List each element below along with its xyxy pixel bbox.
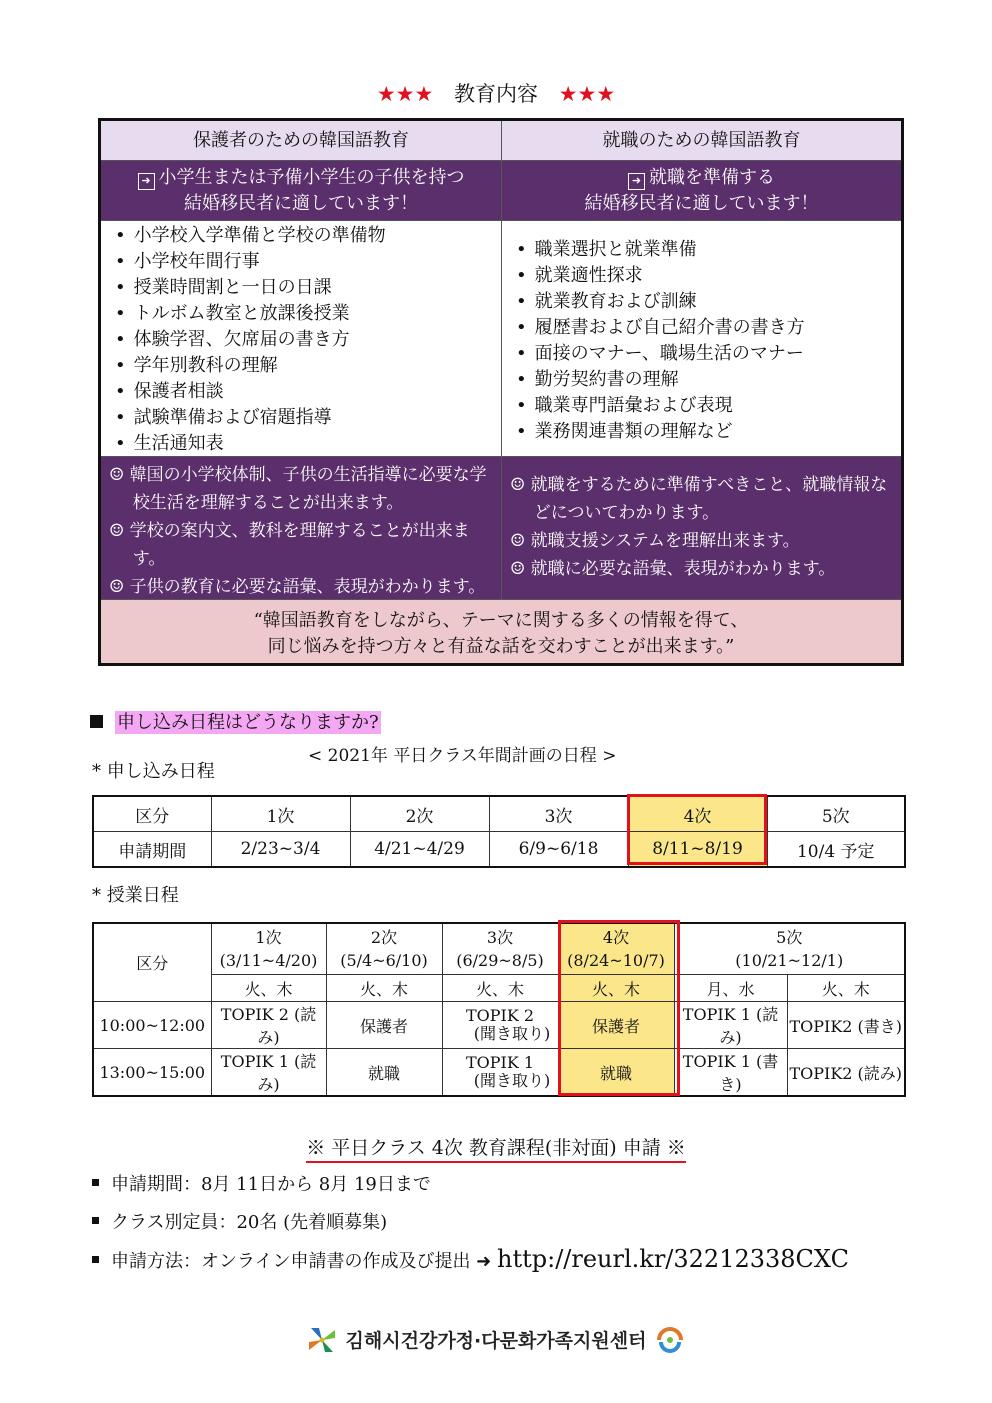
col2-target [501, 161, 901, 221]
stars-left: ★★★ [376, 82, 434, 106]
highlight-frame-apply [627, 794, 767, 865]
day-cell: 火、木 [442, 975, 558, 1002]
term-cell [674, 923, 905, 975]
plan-caption: < 2021年 平日クラス年間計画の日程 > [308, 746, 617, 766]
table-cell-highlight: 4次 [628, 796, 767, 832]
col2-header: 就職のための韓国語教育 [501, 121, 901, 161]
table-cell-highlight: 8/11~8/19 [628, 832, 767, 868]
term-period: (10/21~12/1) [735, 951, 844, 970]
apply-schedule-label: * 申し込み日程 [92, 761, 215, 782]
table-row [93, 1049, 905, 1097]
bullet-icon [92, 1217, 99, 1224]
family-logo-icon [653, 1326, 687, 1354]
table-cell: TOPIK2 (読み) [787, 1049, 905, 1097]
table-row [93, 1002, 905, 1049]
list-item: • 小学校入学準備と学校の準備物 [115, 223, 495, 249]
list-item: • 職業選択と就業準備 [516, 237, 895, 263]
list-item: • 生活通知表 [115, 431, 495, 457]
list-item: • 就業適性探求 [516, 263, 895, 289]
table-cell-highlight: 保護者 [558, 1002, 674, 1049]
list-item: • 試験準備および宿題指導 [115, 405, 495, 431]
col1-header: 保護者のための韓国語教育 [101, 121, 501, 161]
square-bullet-icon [90, 715, 103, 728]
col1-target-line1: 小学生または予備小学生の子供を持つ [158, 167, 465, 188]
quote-box [101, 600, 901, 663]
table-cell: 2次 [350, 796, 489, 832]
benefit-item: ☺ 就職支援システムを理解出来ます。 [510, 531, 800, 551]
col2-topics [501, 221, 901, 457]
page-title [0, 78, 992, 108]
list-item: • トルボム教室と放課後授業 [115, 301, 495, 327]
section-heading-text: 申し込み日程はどうなりますか? [117, 712, 379, 733]
table-cell: 1次 [211, 796, 350, 832]
day-cell: 火、木 [787, 975, 905, 1002]
table-cell: 区分 [93, 796, 211, 832]
col2-target-line2: 結婚移民者に適しています！ [584, 193, 819, 214]
quote-line1: “韓国語教育をしながら、テーマに関する多くの情報を得て、 [253, 610, 749, 631]
table-row [93, 832, 905, 868]
table-cell: 就職 [326, 1049, 442, 1097]
list-item: • 勤労契約書の理解 [516, 367, 895, 393]
info-method-text: 申請方法：オンライン申請書の作成及び提出 ➜ [111, 1251, 492, 1272]
table-cell: 保護者 [326, 1002, 442, 1049]
title-text: 教育内容 [454, 82, 538, 106]
table-cell: TOPIK 1 (書き) [674, 1049, 787, 1097]
list-item: • 面接のマナー、職場生活のマナー [516, 341, 895, 367]
course-sub: (聞き取り) [473, 1071, 551, 1090]
footer-organization [0, 1326, 992, 1354]
term-name: 3次 [486, 928, 514, 947]
term-name: 5次 [776, 928, 803, 947]
term-period: (8/24~10/7) [567, 951, 665, 970]
education-content-table [98, 118, 904, 666]
list-item: • 履歴書および自己紹介書の書き方 [516, 315, 895, 341]
table-cell [442, 1049, 558, 1097]
list-item: • 職業専門語彙および表現 [516, 393, 895, 419]
table-cell: 10/4 予定 [767, 832, 905, 868]
col2-target-line1: 就職を準備する [649, 167, 775, 188]
info-capacity [92, 1208, 387, 1234]
benefit-item: ☺ 韓国の小学校体制、子供の生活指導に必要な学校生活を理解することが出来ます。 [109, 465, 487, 513]
term-name: 4次 [602, 928, 630, 947]
benefit-item: ☺ 学校の案内文、教科を理解することが出来ます。 [109, 521, 470, 569]
table-cell: 4/21~4/29 [350, 832, 489, 868]
list-item: • 小学校年間行事 [115, 249, 495, 275]
time-cell: 13:00~15:00 [93, 1049, 211, 1097]
day-cell: 火、木 [326, 975, 442, 1002]
table-row [93, 796, 905, 832]
notice-heading [0, 1133, 992, 1160]
table-cell: 5次 [767, 796, 905, 832]
arrow-box-icon: ➜ [138, 173, 155, 190]
list-item: • 就業教育および訓練 [516, 289, 895, 315]
time-cell: 10:00~12:00 [93, 1002, 211, 1049]
term-name: 2次 [370, 928, 398, 947]
col1-benefits [101, 457, 501, 600]
col2-benefits [501, 457, 901, 600]
term-name: 1次 [255, 928, 282, 947]
footer-text: 김해시건강가정·다문화가족지원센터 [345, 1330, 647, 1352]
table-cell: 区分 [93, 923, 211, 1002]
class-schedule-table [92, 922, 906, 1097]
notice-text: ※ 平日クラス 4次 教育課程(非対面) 申請 ※ [306, 1137, 686, 1163]
pinwheel-logo-icon [305, 1326, 339, 1354]
quote-line2: 同じ悩みを持つ方々と有益な話を交わすことが出来ます。” [267, 636, 735, 657]
info-capacity-text: クラス別定員：20名 (先着順募集) [111, 1212, 388, 1233]
table-cell: 2/23~3/4 [211, 832, 350, 868]
table-cell: TOPIK2 (書き) [787, 1002, 905, 1049]
stars-right: ★★★ [558, 82, 616, 106]
table-cell: TOPIK 1 (読み) [674, 1002, 787, 1049]
table-cell: TOPIK 2 (読み) [211, 1002, 326, 1049]
term-period: (5/4~6/10) [340, 951, 428, 970]
day-cell: 火、木 [211, 975, 326, 1002]
bullet-icon [92, 1256, 99, 1263]
table-cell: 3次 [489, 796, 628, 832]
class-schedule-label: * 授業日程 [92, 885, 179, 906]
course-name: TOPIK 1 [465, 1053, 535, 1072]
benefit-item: ☺ 就職をするために準備すべきこと、就職情報などについてわかります。 [510, 475, 888, 523]
term-period: (6/29~8/5) [456, 951, 544, 970]
col1-topics [101, 221, 501, 457]
table-cell-highlight: 就職 [558, 1049, 674, 1097]
benefit-item: ☺ 就職に必要な語彙、表現がわかります。 [510, 559, 836, 579]
bullet-icon [92, 1179, 99, 1186]
section-heading [90, 708, 381, 734]
table-cell: 6/9~6/18 [489, 832, 628, 868]
course-sub: (聞き取り) [473, 1024, 551, 1043]
arrow-box-icon: ➜ [628, 173, 645, 190]
day-cell: 月、水 [674, 975, 787, 1002]
course-name: TOPIK 2 [465, 1006, 535, 1025]
table-row [93, 975, 905, 1002]
table-cell: 申請期間 [93, 832, 211, 868]
term-period: (3/11~4/20) [219, 951, 318, 970]
list-item: • 授業時間割と一日の日課 [115, 275, 495, 301]
info-period-text: 申請期間：8月 11日から 8月 19日まで [111, 1174, 431, 1195]
list-item: • 体験学習、欠席届の書き方 [115, 327, 495, 353]
list-item: • 業務関連書類の理解など [516, 419, 895, 445]
info-period [92, 1170, 431, 1196]
info-method [92, 1245, 849, 1273]
list-item: • 保護者相談 [115, 379, 495, 405]
col1-target [101, 161, 501, 221]
table-row [93, 923, 905, 975]
day-cell-highlight: 火、木 [558, 975, 674, 1002]
term-cell [326, 923, 442, 975]
term-cell [442, 923, 558, 975]
highlight-frame-class [558, 920, 680, 1096]
col1-target-line2: 結婚移民者に適しています！ [184, 193, 418, 214]
table-cell: TOPIK 1 (読み) [211, 1049, 326, 1097]
table-cell [442, 1002, 558, 1049]
benefit-item: ☺ 子供の教育に必要な語彙、表現がわかります。 [109, 577, 486, 597]
list-item: • 学年別教科の理解 [115, 353, 495, 379]
apply-schedule-table [92, 795, 906, 868]
term-cell [211, 923, 326, 975]
application-link[interactable]: http://reurl.kr/32212338CXC [497, 1245, 849, 1273]
